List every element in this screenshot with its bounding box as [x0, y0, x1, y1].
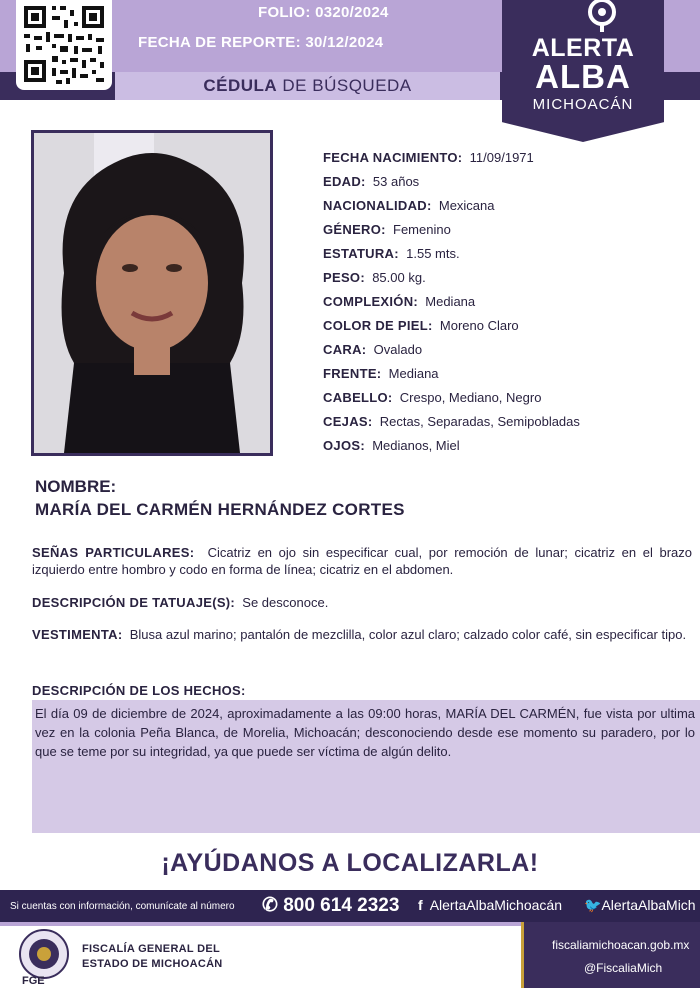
vestimenta-value: Blusa azul marino; pantalón de mezclilla, color azul claro; calzado color café, sin especificar tipo.: [129, 627, 687, 642]
facebook-handle: AlertaAlbaMichoacán: [429, 897, 562, 913]
name-label: NOMBRE:: [35, 477, 117, 496]
attr-value: 53 años: [372, 174, 420, 189]
facebook-icon: f: [418, 897, 423, 913]
institution-line1: FISCALÍA GENERAL DEL: [82, 943, 221, 955]
institution-line2: ESTADO DE MICHOACÁN: [82, 958, 223, 970]
attr-color-piel: [323, 318, 519, 333]
attr-estatura: [323, 246, 460, 261]
attr-cejas: [323, 414, 580, 429]
attr-key: CEJAS:: [323, 414, 373, 429]
attr-key: CABELLO:: [323, 390, 393, 405]
twitter-link[interactable]: [584, 897, 696, 914]
attr-value: Rectas, Separadas, Semipobladas: [379, 414, 580, 429]
attr-value: Moreno Claro: [439, 318, 519, 333]
attr-genero: [323, 222, 451, 237]
attr-fecha-nacimiento: [323, 150, 534, 165]
document-title-bold: CÉDULA: [203, 76, 278, 95]
folio-number: FOLIO: 0320/2024: [258, 4, 389, 21]
vestimenta: [32, 626, 692, 643]
senas-particulares: [32, 544, 692, 578]
attr-cabello: [323, 390, 541, 405]
logo-line-michoacan: MICHOACÁN: [532, 96, 634, 113]
attr-key: OJOS:: [323, 438, 365, 453]
attr-key: GÉNERO:: [323, 222, 386, 237]
footer-web-panel: [524, 922, 700, 988]
attr-frente: [323, 366, 439, 381]
vestimenta-label: VESTIMENTA:: [32, 627, 123, 642]
twitter-handle: AlertaAlbaMich: [601, 897, 696, 913]
attr-value: Crespo, Mediano, Negro: [399, 390, 542, 405]
attr-nacionalidad: [323, 198, 495, 213]
website-link[interactable]: fiscaliamichoacan.gob.mx: [552, 938, 690, 952]
attr-value: 1.55 mts.: [406, 246, 460, 261]
attr-value: Mediana: [388, 366, 439, 381]
tatuajes-value: Se desconoce.: [242, 595, 329, 610]
tatuajes: [32, 594, 692, 611]
document-title-rest: DE BÚSQUEDA: [277, 76, 412, 95]
fge-label: FGE: [22, 975, 45, 987]
hechos-text: El día 09 de diciembre de 2024, aproximadamente a las 09:00 horas, MARÍA DEL CARMÉN, fue vista por ultima vez en la colonia Peña Blanca, de Morelia, Michoacán; desconociendo desde ese momento su paradero, por lo que se teme por su integridad, ya que puede ser víctima de algún delito.: [35, 706, 695, 759]
senas-label: SEÑAS PARTICULARES:: [32, 545, 195, 560]
attr-value: Mediana: [425, 294, 476, 309]
missing-person-photo: [31, 130, 273, 456]
attr-key: PESO:: [323, 270, 365, 285]
twitter-icon: 🐦: [584, 897, 602, 913]
qr-code[interactable]: [16, 0, 112, 90]
attr-key: FECHA NACIMIENTO:: [323, 150, 463, 165]
attr-key: FRENTE:: [323, 366, 382, 381]
attr-value: 11/09/1971: [469, 150, 534, 165]
phone-number: 800 614 2323: [283, 895, 400, 916]
attr-key: CARA:: [323, 342, 367, 357]
attr-key: NACIONALIDAD:: [323, 198, 432, 213]
attr-key: COMPLEXIÓN:: [323, 294, 419, 309]
attr-value: Ovalado: [373, 342, 423, 357]
contact-phone[interactable]: [262, 894, 399, 917]
social-handle-link[interactable]: @FiscaliaMich: [584, 961, 663, 975]
document-title: [115, 76, 500, 96]
attr-value: Mexicana: [438, 198, 495, 213]
attr-key: EDAD:: [323, 174, 366, 189]
attr-complexion: [323, 294, 475, 309]
attr-value: 85.00 kg.: [372, 270, 426, 285]
logo-line-alerta: ALERTA: [531, 34, 635, 62]
attr-peso: [323, 270, 426, 285]
hechos-label: DESCRIPCIÓN DE LOS HECHOS:: [32, 683, 246, 698]
facebook-link[interactable]: [418, 897, 562, 913]
logo-line-alba: ALBA: [535, 58, 631, 95]
attr-ojos: [323, 438, 460, 453]
attr-edad: [323, 174, 419, 189]
attr-value: Femenino: [393, 222, 451, 237]
attr-value: Medianos, Miel: [372, 438, 460, 453]
attr-key: COLOR DE PIEL:: [323, 318, 433, 333]
senas-value: Cicatriz en ojo sin especificar cual, por remoción de lunar; cicatriz en el brazo izquierdo entre hombro y codo en forma de línea; cicatriz en el abdomen.: [32, 545, 692, 577]
person-name: MARÍA DEL CARMÉN HERNÁNDEZ CORTES: [35, 500, 405, 519]
attr-cara: [323, 342, 422, 357]
phone-icon: ✆: [262, 895, 278, 916]
report-date: FECHA DE REPORTE: 30/12/2024: [138, 34, 384, 51]
tatuajes-label: DESCRIPCIÓN DE TATUAJE(S):: [32, 595, 236, 610]
attr-key: ESTATURA:: [323, 246, 399, 261]
help-callout: ¡AYÚDANOS A LOCALIZARLA!: [161, 849, 539, 877]
contact-intro: Si cuentas con información, comunícate al número: [10, 901, 235, 912]
